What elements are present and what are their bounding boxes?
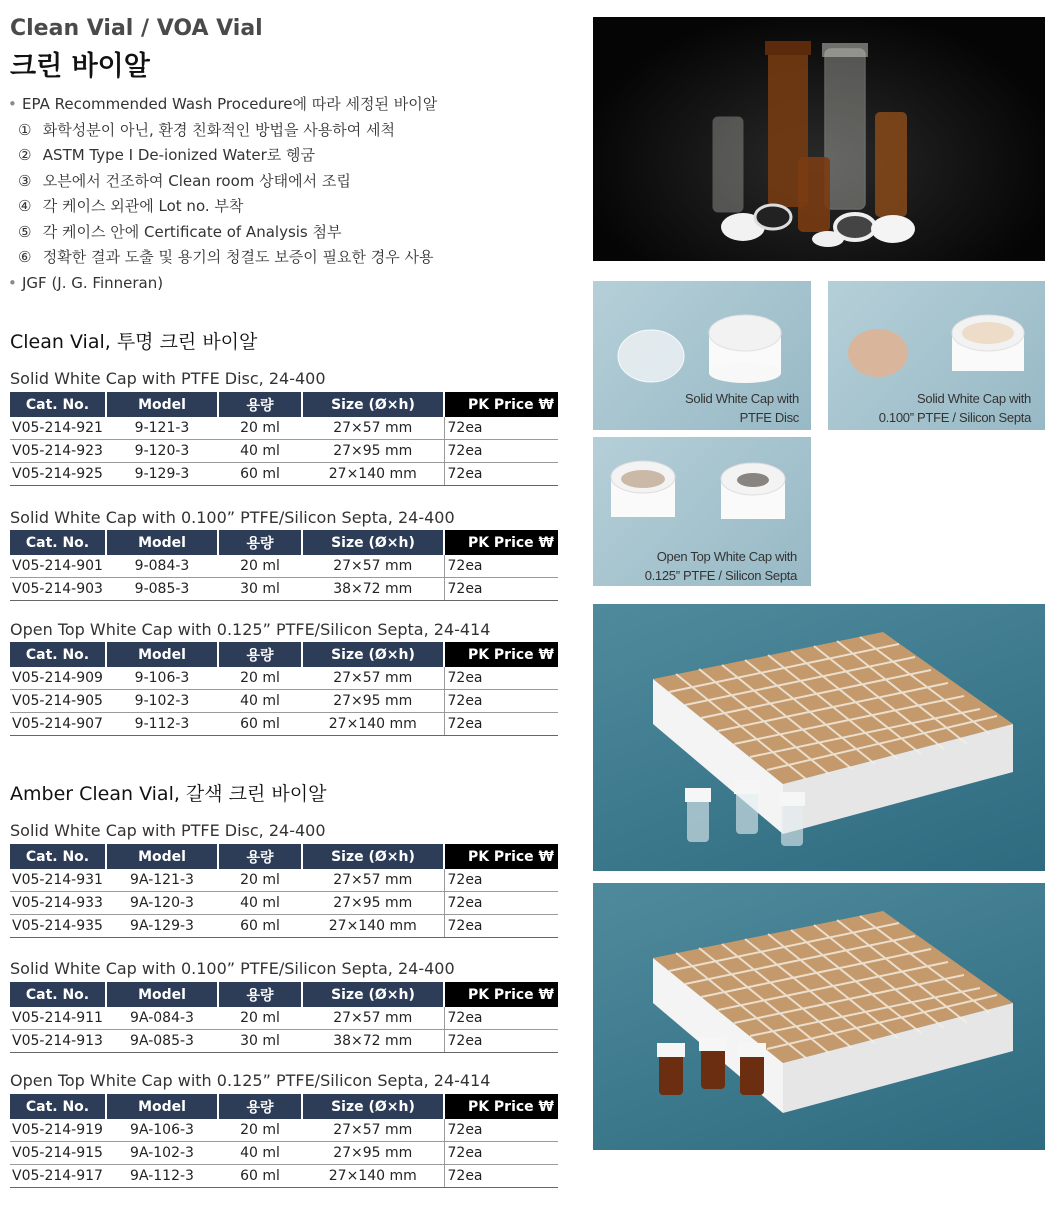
cap-septa-photo [828, 281, 1045, 430]
table-row [10, 667, 558, 690]
col-cat-no-cell: V05-214-931 [10, 869, 106, 892]
table-row [10, 1119, 558, 1142]
col-model-header: Model [106, 530, 218, 555]
col-size-header: Size (Ø×h) [302, 982, 444, 1007]
col-volume-cell: 30 ml [218, 1030, 302, 1053]
col-pk-price-cell: 72ea [444, 915, 558, 938]
col-pk-price-cell: 72ea [444, 667, 558, 690]
col-size-cell: 38×72 mm [302, 1030, 444, 1053]
col-size-cell: 27×140 mm [302, 713, 444, 736]
step-3: ③ 오븐에서 건조하여 Clean room 상태에서 조립 [18, 171, 351, 190]
col-size-cell: 27×57 mm [302, 869, 444, 892]
table-header-row [10, 530, 558, 555]
col-cat-no-cell: V05-214-917 [10, 1165, 106, 1188]
col-cat-no-cell: V05-214-901 [10, 555, 106, 578]
col-model-cell: 9A-129-3 [106, 915, 218, 938]
col-size-header: Size (Ø×h) [302, 1094, 444, 1119]
col-cat-no-header: Cat. No. [10, 530, 106, 555]
feature-jgf: JGF (J. G. Finneran) [22, 273, 164, 292]
col-size-cell: 27×57 mm [302, 667, 444, 690]
col-model-cell: 9-106-3 [106, 667, 218, 690]
col-pk-price-header: PK Price ₩ [444, 530, 558, 555]
caption-cap-septa: Solid White Cap with 0.100” PTFE / Silicon Septa [878, 391, 1031, 425]
step-4: ④ 각 케이스 외관에 Lot no. 부착 [18, 197, 244, 215]
col-cat-no-cell: V05-214-933 [10, 892, 106, 915]
col-pk-price-header: PK Price ₩ [444, 982, 558, 1007]
col-pk-price-header: PK Price ₩ [444, 392, 558, 417]
col-size-cell: 27×57 mm [302, 1119, 444, 1142]
col-volume-cell: 20 ml [218, 417, 302, 440]
col-pk-price-header: PK Price ₩ [444, 844, 558, 869]
col-volume-header: 용량 [218, 1094, 302, 1119]
col-size-cell: 27×140 mm [302, 463, 444, 486]
table-row [10, 1142, 558, 1165]
cap-ptfe-disc-photo [593, 281, 811, 430]
table-row [10, 1007, 558, 1030]
col-volume-cell: 20 ml [218, 1119, 302, 1142]
table-row [10, 1165, 558, 1188]
col-pk-price-header: PK Price ₩ [444, 642, 558, 667]
table-row [10, 869, 558, 892]
col-model-header: Model [106, 642, 218, 667]
col-size-cell: 38×72 mm [302, 578, 444, 601]
col-pk-price-cell: 72ea [444, 869, 558, 892]
spec-table [10, 982, 558, 1053]
table-row [10, 463, 558, 486]
col-cat-no-header: Cat. No. [10, 392, 106, 417]
spec-table [10, 642, 558, 736]
col-size-cell: 27×95 mm [302, 892, 444, 915]
col-cat-no-cell: V05-214-913 [10, 1030, 106, 1053]
col-pk-price-cell: 72ea [444, 1119, 558, 1142]
col-model-cell: 9-121-3 [106, 417, 218, 440]
col-size-cell: 27×95 mm [302, 690, 444, 713]
col-volume-cell: 40 ml [218, 892, 302, 915]
col-model-cell: 9-129-3 [106, 463, 218, 486]
col-volume-cell: 60 ml [218, 463, 302, 486]
table-row [10, 440, 558, 463]
col-model-cell: 9-120-3 [106, 440, 218, 463]
col-cat-no-header: Cat. No. [10, 982, 106, 1007]
table-header-row [10, 642, 558, 667]
spec-table [10, 1094, 558, 1188]
table-header-row [10, 392, 558, 417]
page-title-en: Clean Vial / VOA Vial [10, 16, 263, 41]
col-cat-no-header: Cat. No. [10, 642, 106, 667]
col-cat-no-cell: V05-214-915 [10, 1142, 106, 1165]
col-volume-header: 용량 [218, 392, 302, 417]
bullet-icon: • [8, 95, 17, 113]
feature-main: EPA Recommended Wash Procedure에 따라 세정된 바이알 [22, 95, 438, 113]
col-size-cell: 27×95 mm [302, 1142, 444, 1165]
col-pk-price-cell: 72ea [444, 417, 558, 440]
col-cat-no-cell: V05-214-911 [10, 1007, 106, 1030]
col-cat-no-cell: V05-214-903 [10, 578, 106, 601]
col-model-header: Model [106, 392, 218, 417]
col-volume-cell: 30 ml [218, 578, 302, 601]
table-row [10, 555, 558, 578]
col-pk-price-cell: 72ea [444, 1142, 558, 1165]
vials-photo [593, 17, 1045, 261]
col-size-cell: 27×140 mm [302, 1165, 444, 1188]
table-subtitle: Solid White Cap with PTFE Disc, 24-400 [10, 821, 326, 840]
col-volume-cell: 40 ml [218, 440, 302, 463]
col-cat-no-cell: V05-214-935 [10, 915, 106, 938]
table-row [10, 713, 558, 736]
col-pk-price-cell: 72ea [444, 555, 558, 578]
col-model-cell: 9A-102-3 [106, 1142, 218, 1165]
col-pk-price-cell: 72ea [444, 1007, 558, 1030]
caption-cap-ptfe-disc: Solid White Cap with PTFE Disc [685, 391, 799, 425]
col-model-header: Model [106, 1094, 218, 1119]
col-model-cell: 9A-106-3 [106, 1119, 218, 1142]
col-size-header: Size (Ø×h) [302, 530, 444, 555]
col-model-header: Model [106, 982, 218, 1007]
spec-table [10, 392, 558, 486]
col-size-cell: 27×95 mm [302, 440, 444, 463]
col-cat-no-cell: V05-214-925 [10, 463, 106, 486]
page-title-ko: 크린 바이알 [10, 51, 150, 82]
col-pk-price-cell: 72ea [444, 690, 558, 713]
col-cat-no-cell: V05-214-905 [10, 690, 106, 713]
col-volume-cell: 40 ml [218, 690, 302, 713]
col-cat-no-header: Cat. No. [10, 844, 106, 869]
col-pk-price-cell: 72ea [444, 440, 558, 463]
col-volume-cell: 20 ml [218, 555, 302, 578]
bullet-icon: • [8, 273, 17, 292]
table-row [10, 690, 558, 713]
col-model-cell: 9A-121-3 [106, 869, 218, 892]
table-header-row [10, 982, 558, 1007]
col-pk-price-cell: 72ea [444, 463, 558, 486]
col-model-cell: 9-102-3 [106, 690, 218, 713]
step-2: ② ASTM Type I De-ionized Water로 헹굼 [18, 146, 316, 164]
table-row [10, 578, 558, 601]
col-volume-header: 용량 [218, 982, 302, 1007]
open-top-cap-photo [593, 437, 811, 586]
amber-vial-box-photo [593, 883, 1045, 1150]
col-cat-no-cell: V05-214-909 [10, 667, 106, 690]
table-header-row [10, 844, 558, 869]
col-volume-cell: 20 ml [218, 869, 302, 892]
table-subtitle: Solid White Cap with 0.100” PTFE/Silicon Septa, 24-400 [10, 508, 455, 527]
col-model-header: Model [106, 844, 218, 869]
table-row [10, 1030, 558, 1053]
col-pk-price-header: PK Price ₩ [444, 1094, 558, 1119]
table-row [10, 892, 558, 915]
col-size-header: Size (Ø×h) [302, 392, 444, 417]
col-pk-price-cell: 72ea [444, 892, 558, 915]
col-pk-price-cell: 72ea [444, 1030, 558, 1053]
table-subtitle: Open Top White Cap with 0.125” PTFE/Silicon Septa, 24-414 [10, 620, 491, 639]
caption-open-top-cap: Open Top White Cap with 0.125” PTFE / Silicon Septa [644, 549, 797, 583]
col-size-header: Size (Ø×h) [302, 844, 444, 869]
table-subtitle: Solid White Cap with 0.100” PTFE/Silicon Septa, 24-400 [10, 959, 455, 978]
col-cat-no-cell: V05-214-921 [10, 417, 106, 440]
col-volume-cell: 60 ml [218, 713, 302, 736]
col-cat-no-cell: V05-214-919 [10, 1119, 106, 1142]
col-model-cell: 9A-120-3 [106, 892, 218, 915]
col-pk-price-cell: 72ea [444, 578, 558, 601]
col-model-cell: 9A-085-3 [106, 1030, 218, 1053]
col-model-cell: 9A-112-3 [106, 1165, 218, 1188]
col-volume-header: 용량 [218, 844, 302, 869]
section-title-clean-vial: Clean Vial, 투명 크린 바이알 [10, 331, 258, 353]
col-cat-no-cell: V05-214-907 [10, 713, 106, 736]
col-model-cell: 9-084-3 [106, 555, 218, 578]
spec-table [10, 844, 558, 938]
section-title-amber-vial: Amber Clean Vial, 갈색 크린 바이알 [10, 783, 327, 805]
step-1: ① 화학성분이 아닌, 환경 친화적인 방법을 사용하여 세척 [18, 120, 395, 139]
table-subtitle: Solid White Cap with PTFE Disc, 24-400 [10, 369, 326, 388]
feature-list [8, 92, 437, 296]
col-volume-header: 용량 [218, 530, 302, 555]
spec-table [10, 530, 558, 601]
clear-vial-box-photo [593, 604, 1045, 871]
col-volume-cell: 60 ml [218, 1165, 302, 1188]
col-model-cell: 9A-084-3 [106, 1007, 218, 1030]
col-size-cell: 27×140 mm [302, 915, 444, 938]
col-size-header: Size (Ø×h) [302, 642, 444, 667]
col-size-cell: 27×57 mm [302, 1007, 444, 1030]
col-size-cell: 27×57 mm [302, 555, 444, 578]
col-cat-no-header: Cat. No. [10, 1094, 106, 1119]
col-volume-cell: 40 ml [218, 1142, 302, 1165]
step-6: ⑥ 정확한 결과 도출 및 용기의 청결도 보증이 필요한 경우 사용 [18, 248, 434, 266]
table-row [10, 915, 558, 938]
col-volume-cell: 20 ml [218, 1007, 302, 1030]
col-volume-cell: 20 ml [218, 667, 302, 690]
table-subtitle: Open Top White Cap with 0.125” PTFE/Silicon Septa, 24-414 [10, 1071, 491, 1090]
col-cat-no-cell: V05-214-923 [10, 440, 106, 463]
table-row [10, 417, 558, 440]
col-pk-price-cell: 72ea [444, 713, 558, 736]
col-size-cell: 27×57 mm [302, 417, 444, 440]
step-5: ⑤ 각 케이스 안에 Certificate of Analysis 첨부 [18, 222, 342, 241]
col-model-cell: 9-085-3 [106, 578, 218, 601]
col-pk-price-cell: 72ea [444, 1165, 558, 1188]
table-header-row [10, 1094, 558, 1119]
col-volume-header: 용량 [218, 642, 302, 667]
col-model-cell: 9-112-3 [106, 713, 218, 736]
col-volume-cell: 60 ml [218, 915, 302, 938]
